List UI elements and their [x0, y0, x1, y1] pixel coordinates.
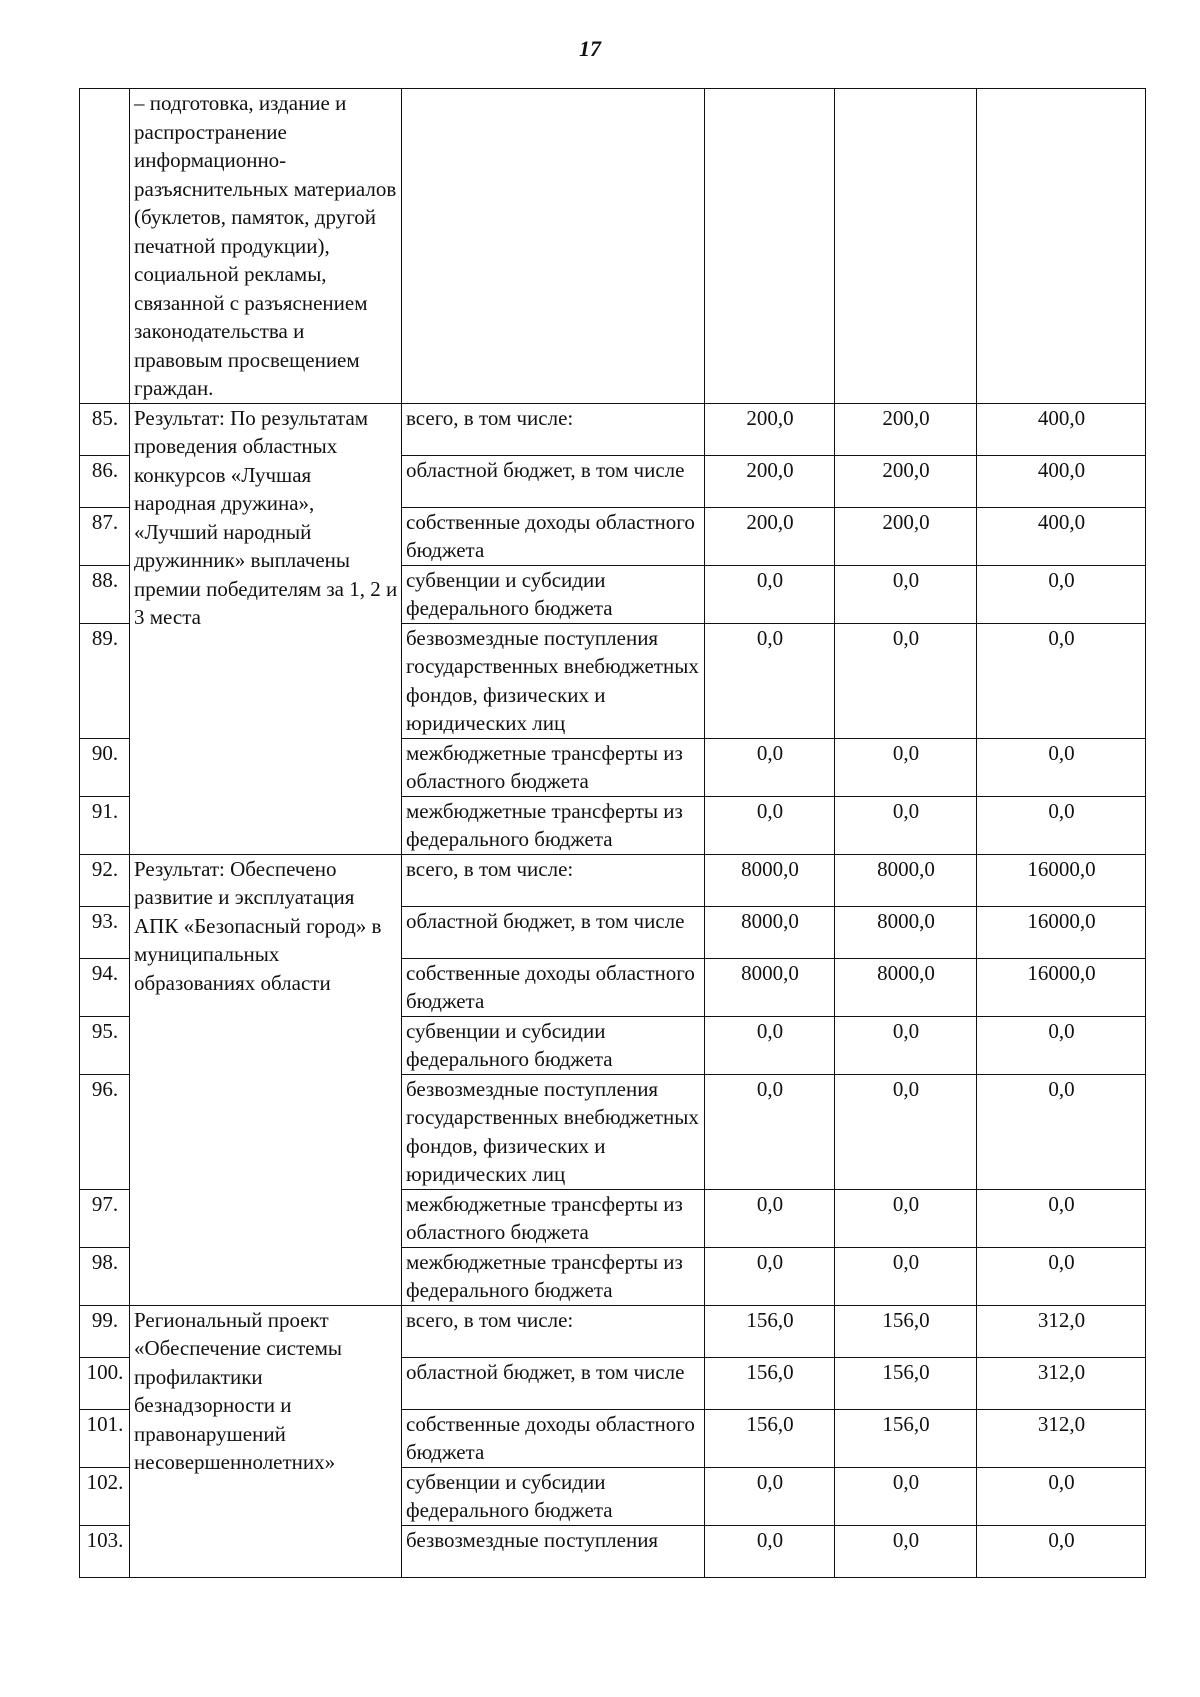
row-number: 92.	[80, 854, 130, 906]
amount-year-3: 0,0	[977, 1525, 1146, 1577]
table-row	[80, 403, 1146, 455]
row-number: 102.	[80, 1467, 130, 1525]
intro-num-cell	[80, 89, 130, 404]
amount-year-2: 0,0	[835, 623, 977, 738]
amount-year-1: 0,0	[705, 565, 835, 623]
amount-year-1: 156,0	[705, 1357, 835, 1409]
row-number: 93.	[80, 906, 130, 958]
funding-source: межбюджетные трансферты из федерального бюджета	[402, 796, 705, 854]
row-number: 97.	[80, 1189, 130, 1247]
amount-year-2: 0,0	[835, 1074, 977, 1189]
budget-table-body	[80, 89, 1146, 1578]
amount-year-2: 0,0	[835, 1247, 977, 1305]
table-row	[80, 1305, 1146, 1357]
amount-year-3: 0,0	[977, 1016, 1146, 1074]
amount-year-2: 0,0	[835, 738, 977, 796]
amount-year-2: 0,0	[835, 565, 977, 623]
amount-year-2: 0,0	[835, 1467, 977, 1525]
amount-year-1: 200,0	[705, 403, 835, 455]
row-number: 95.	[80, 1016, 130, 1074]
amount-year-3: 0,0	[977, 1247, 1146, 1305]
amount-year-1: 0,0	[705, 738, 835, 796]
result-description: Региональный проект «Обеспечение системы профилактики безнадзорности и правонарушений несовершеннолетних»	[130, 1305, 402, 1577]
row-number: 100.	[80, 1357, 130, 1409]
row-number: 86.	[80, 455, 130, 507]
result-description: Результат: По результатам проведения областных конкурсов «Лучшая народная дружина», «Лучший народный дружинник» выплачены премии победителям за 1, 2 и 3 места	[130, 403, 402, 854]
amount-year-3: 400,0	[977, 455, 1146, 507]
amount-year-1: 200,0	[705, 455, 835, 507]
amount-year-2: 8000,0	[835, 906, 977, 958]
amount-year-3: 0,0	[977, 796, 1146, 854]
amount-year-1: 0,0	[705, 623, 835, 738]
row-number: 87.	[80, 507, 130, 565]
amount-year-3: 312,0	[977, 1409, 1146, 1467]
amount-year-1: 0,0	[705, 1525, 835, 1577]
funding-source: областной бюджет, в том числе	[402, 906, 705, 958]
amount-year-2: 0,0	[835, 1525, 977, 1577]
amount-year-3: 312,0	[977, 1357, 1146, 1409]
intro-value-cell	[977, 89, 1146, 404]
amount-year-2: 0,0	[835, 1016, 977, 1074]
row-number: 101.	[80, 1409, 130, 1467]
funding-source: межбюджетные трансферты из областного бюджета	[402, 1189, 705, 1247]
page-number: 17	[579, 36, 601, 61]
intro-value-cell	[705, 89, 835, 404]
amount-year-2: 200,0	[835, 403, 977, 455]
funding-source: областной бюджет, в том числе	[402, 455, 705, 507]
amount-year-2: 200,0	[835, 507, 977, 565]
amount-year-2: 0,0	[835, 1189, 977, 1247]
funding-source: безвозмездные поступления государственных внебюджетных фондов, физических и юридических лиц	[402, 1074, 705, 1189]
amount-year-3: 400,0	[977, 507, 1146, 565]
row-number: 89.	[80, 623, 130, 738]
row-number: 90.	[80, 738, 130, 796]
amount-year-3: 0,0	[977, 1074, 1146, 1189]
funding-source: собственные доходы областного бюджета	[402, 507, 705, 565]
funding-source: всего, в том числе:	[402, 403, 705, 455]
amount-year-1: 0,0	[705, 1189, 835, 1247]
amount-year-2: 156,0	[835, 1409, 977, 1467]
amount-year-1: 0,0	[705, 1247, 835, 1305]
amount-year-3: 400,0	[977, 403, 1146, 455]
row-number: 98.	[80, 1247, 130, 1305]
funding-source: безвозмездные поступления государственных внебюджетных фондов, физических и юридических лиц	[402, 623, 705, 738]
funding-source: субвенции и субсидии федерального бюджета	[402, 1467, 705, 1525]
amount-year-3: 0,0	[977, 1467, 1146, 1525]
amount-year-2: 8000,0	[835, 854, 977, 906]
budget-table	[79, 88, 1146, 1578]
amount-year-3: 0,0	[977, 738, 1146, 796]
amount-year-1: 0,0	[705, 1016, 835, 1074]
amount-year-1: 0,0	[705, 1467, 835, 1525]
intro-source-cell	[402, 89, 705, 404]
row-number: 99.	[80, 1305, 130, 1357]
amount-year-1: 156,0	[705, 1305, 835, 1357]
intro-row	[80, 89, 1146, 404]
amount-year-2: 8000,0	[835, 958, 977, 1016]
funding-source: областной бюджет, в том числе	[402, 1357, 705, 1409]
amount-year-2: 156,0	[835, 1357, 977, 1409]
funding-source: субвенции и субсидии федерального бюджета	[402, 565, 705, 623]
amount-year-3: 0,0	[977, 623, 1146, 738]
amount-year-3: 16000,0	[977, 958, 1146, 1016]
amount-year-2: 200,0	[835, 455, 977, 507]
amount-year-1: 200,0	[705, 507, 835, 565]
amount-year-2: 156,0	[835, 1305, 977, 1357]
row-number: 85.	[80, 403, 130, 455]
intro-text-cell: – подготовка, издание и распространение информационно-разъяснительных материалов (буклетов, памяток, другой печатной продукции), социальной рекламы, связанной с разъяснением законодательства и правовым просвещением граждан.	[130, 89, 402, 404]
row-number: 96.	[80, 1074, 130, 1189]
funding-source: безвозмездные поступления	[402, 1525, 705, 1577]
amount-year-1: 0,0	[705, 1074, 835, 1189]
intro-value-cell	[835, 89, 977, 404]
funding-source: всего, в том числе:	[402, 854, 705, 906]
row-number: 88.	[80, 565, 130, 623]
amount-year-1: 8000,0	[705, 958, 835, 1016]
funding-source: собственные доходы областного бюджета	[402, 1409, 705, 1467]
amount-year-2: 0,0	[835, 796, 977, 854]
funding-source: межбюджетные трансферты из областного бюджета	[402, 738, 705, 796]
funding-source: всего, в том числе:	[402, 1305, 705, 1357]
funding-source: межбюджетные трансферты из федерального бюджета	[402, 1247, 705, 1305]
amount-year-3: 312,0	[977, 1305, 1146, 1357]
funding-source: субвенции и субсидии федерального бюджета	[402, 1016, 705, 1074]
amount-year-1: 8000,0	[705, 906, 835, 958]
amount-year-3: 0,0	[977, 1189, 1146, 1247]
amount-year-1: 8000,0	[705, 854, 835, 906]
row-number: 94.	[80, 958, 130, 1016]
amount-year-3: 16000,0	[977, 906, 1146, 958]
row-number: 91.	[80, 796, 130, 854]
amount-year-3: 0,0	[977, 565, 1146, 623]
amount-year-3: 16000,0	[977, 854, 1146, 906]
amount-year-1: 156,0	[705, 1409, 835, 1467]
result-description: Результат: Обеспечено развитие и эксплуатация АПК «Безопасный город» в муниципальных образованиях области	[130, 854, 402, 1305]
table-row	[80, 854, 1146, 906]
amount-year-1: 0,0	[705, 796, 835, 854]
funding-source: собственные доходы областного бюджета	[402, 958, 705, 1016]
row-number: 103.	[80, 1525, 130, 1577]
